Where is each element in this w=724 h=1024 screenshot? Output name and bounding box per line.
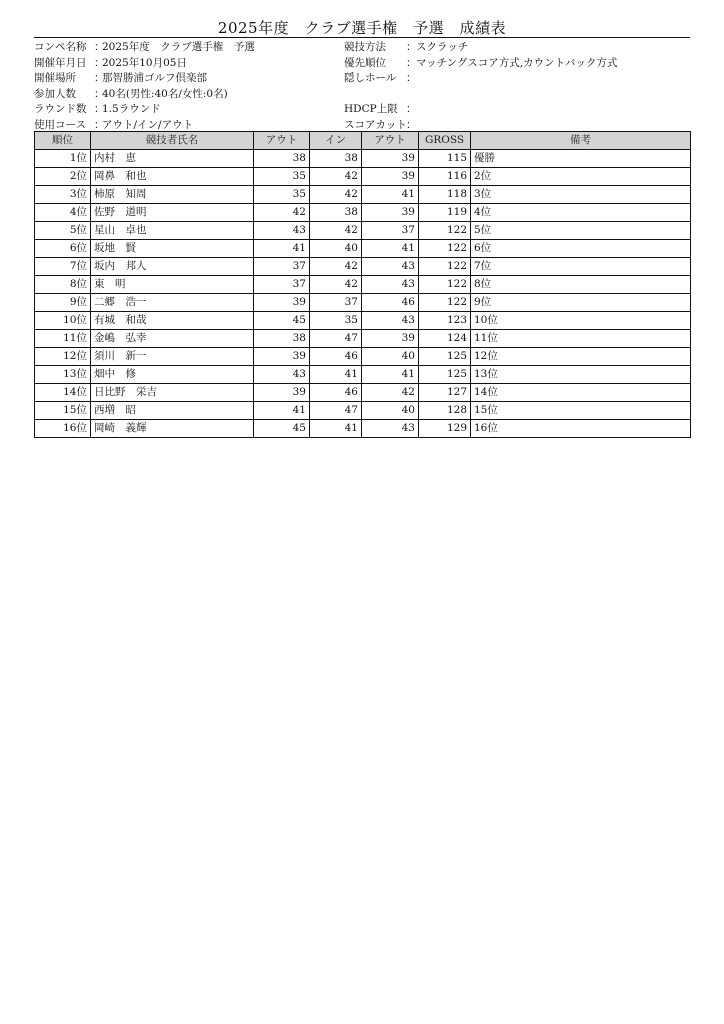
info-label: HDCP上限 (344, 103, 398, 115)
player-name-cell: 内村 恵 (91, 150, 254, 168)
info-separator: ： (94, 87, 105, 100)
in-score-cell: 42 (310, 258, 362, 276)
info-value: 2025年10月05日 (102, 56, 187, 69)
rank-cell: 4位 (35, 204, 91, 222)
out-2-score-cell: 37 (362, 222, 419, 240)
player-name-cell: 東 明 (91, 276, 254, 294)
info-row-hdcp-limit (344, 102, 690, 118)
info-separator: ： (94, 118, 105, 131)
info-left-column (34, 40, 344, 133)
info-label: スコアカット (344, 118, 407, 131)
rank-cell: 9位 (35, 294, 91, 312)
header-in: イン (310, 132, 362, 150)
out-2-score-cell: 39 (362, 204, 419, 222)
info-value: 那智勝浦ゴルフ倶楽部 (102, 72, 207, 84)
info-row-competition-name (34, 40, 344, 56)
gross-score-cell: 122 (419, 258, 471, 276)
gross-score-cell: 127 (419, 384, 471, 402)
gross-score-cell: 116 (419, 168, 471, 186)
info-separator: ： (406, 103, 417, 115)
gross-score-cell: 122 (419, 240, 471, 258)
in-score-cell: 40 (310, 240, 362, 258)
table-row (35, 420, 691, 438)
info-separator: ： (406, 56, 417, 69)
info-separator: ： (94, 103, 105, 115)
rank-cell: 2位 (35, 168, 91, 186)
out-2-score-cell: 41 (362, 240, 419, 258)
player-name-cell: 坂地 賢 (91, 240, 254, 258)
info-label: ラウンド数 (34, 103, 87, 115)
out-1-score-cell: 38 (254, 150, 310, 168)
table-row (35, 204, 691, 222)
remarks-cell: 4位 (471, 204, 691, 222)
in-score-cell: 41 (310, 420, 362, 438)
in-score-cell: 47 (310, 330, 362, 348)
out-1-score-cell: 41 (254, 402, 310, 420)
info-label: 参加人数 (34, 87, 76, 100)
table-header-row (35, 132, 691, 150)
out-1-score-cell: 39 (254, 294, 310, 312)
info-value: 40名(男性:40名/女性:0名) (102, 87, 228, 100)
in-score-cell: 42 (310, 168, 362, 186)
remarks-cell: 3位 (471, 186, 691, 204)
out-1-score-cell: 45 (254, 312, 310, 330)
player-name-cell: 有城 和哉 (91, 312, 254, 330)
remarks-cell: 5位 (471, 222, 691, 240)
table-row (35, 222, 691, 240)
info-separator: ： (406, 41, 417, 53)
info-value: 1.5ラウンド (102, 103, 161, 115)
info-value (416, 71, 690, 87)
competition-info (34, 40, 690, 131)
player-name-cell: 佐野 道明 (91, 204, 254, 222)
info-row-date (34, 56, 344, 72)
rank-cell: 3位 (35, 186, 91, 204)
info-value (416, 102, 690, 118)
gross-score-cell: 128 (419, 402, 471, 420)
rank-cell: 14位 (35, 384, 91, 402)
out-1-score-cell: 37 (254, 258, 310, 276)
title-underline (34, 37, 690, 38)
gross-score-cell: 122 (419, 294, 471, 312)
gross-score-cell: 122 (419, 222, 471, 240)
gross-score-cell: 122 (419, 276, 471, 294)
rank-cell: 6位 (35, 240, 91, 258)
table-row (35, 312, 691, 330)
player-name-cell: 畑中 修 (91, 366, 254, 384)
remarks-cell: 2位 (471, 168, 691, 186)
rank-cell: 10位 (35, 312, 91, 330)
info-row-blank (344, 87, 690, 103)
table-row (35, 276, 691, 294)
info-value: マッチングスコア方式,カウントバック方式 (416, 56, 618, 69)
info-row-method (344, 40, 690, 56)
out-1-score-cell: 45 (254, 420, 310, 438)
info-label: 隠しホール (344, 72, 397, 84)
remarks-cell: 優勝 (471, 150, 691, 168)
rank-cell: 1位 (35, 150, 91, 168)
out-1-score-cell: 35 (254, 186, 310, 204)
info-separator: ： (406, 118, 417, 131)
info-label: 優先順位 (344, 56, 386, 69)
player-name-cell: 西増 昭 (91, 402, 254, 420)
out-1-score-cell: 39 (254, 348, 310, 366)
info-separator: ： (94, 41, 105, 53)
remarks-cell: 8位 (471, 276, 691, 294)
info-label: 開催場所 (34, 72, 76, 84)
out-2-score-cell: 40 (362, 348, 419, 366)
player-name-cell: 岡崎 義輝 (91, 420, 254, 438)
in-score-cell: 42 (310, 222, 362, 240)
player-name-cell: 須川 新一 (91, 348, 254, 366)
info-label: 使用コース (34, 118, 86, 131)
info-row-participants (34, 87, 344, 103)
rank-cell: 16位 (35, 420, 91, 438)
out-2-score-cell: 41 (362, 186, 419, 204)
out-2-score-cell: 39 (362, 330, 419, 348)
info-row-venue (34, 71, 344, 87)
rank-cell: 12位 (35, 348, 91, 366)
results-table (34, 131, 691, 438)
remarks-cell: 16位 (471, 420, 691, 438)
out-2-score-cell: 40 (362, 402, 419, 420)
in-score-cell: 37 (310, 294, 362, 312)
in-score-cell: 47 (310, 402, 362, 420)
remarks-cell: 15位 (471, 402, 691, 420)
rank-cell: 15位 (35, 402, 91, 420)
out-2-score-cell: 43 (362, 312, 419, 330)
rank-cell: 7位 (35, 258, 91, 276)
out-1-score-cell: 37 (254, 276, 310, 294)
out-1-score-cell: 38 (254, 330, 310, 348)
player-name-cell: 坂内 邦人 (91, 258, 254, 276)
info-separator: ： (94, 72, 105, 84)
in-score-cell: 38 (310, 204, 362, 222)
table-row (35, 258, 691, 276)
out-2-score-cell: 43 (362, 258, 419, 276)
info-separator: ： (406, 72, 417, 84)
info-label: 競技方法 (344, 41, 386, 53)
out-1-score-cell: 35 (254, 168, 310, 186)
remarks-cell: 6位 (471, 240, 691, 258)
out-1-score-cell: 43 (254, 366, 310, 384)
gross-score-cell: 115 (419, 150, 471, 168)
table-row (35, 366, 691, 384)
table-row (35, 186, 691, 204)
player-name-cell: 金嶋 弘幸 (91, 330, 254, 348)
info-row-hidden-holes (344, 71, 690, 87)
player-name-cell: 柿原 知周 (91, 186, 254, 204)
info-value: アウト/イン/アウト (102, 118, 194, 131)
header-remarks: 備考 (471, 132, 691, 150)
out-1-score-cell: 41 (254, 240, 310, 258)
gross-score-cell: 123 (419, 312, 471, 330)
table-row (35, 168, 691, 186)
table-row (35, 402, 691, 420)
rank-cell: 5位 (35, 222, 91, 240)
remarks-cell: 9位 (471, 294, 691, 312)
rank-cell: 11位 (35, 330, 91, 348)
info-row-priority (344, 56, 690, 72)
out-2-score-cell: 39 (362, 150, 419, 168)
in-score-cell: 42 (310, 276, 362, 294)
header-out-1: アウト (254, 132, 310, 150)
header-player-name: 競技者氏名 (91, 132, 254, 150)
in-score-cell: 46 (310, 348, 362, 366)
info-label: 開催年月日 (34, 56, 87, 69)
in-score-cell: 42 (310, 186, 362, 204)
table-row (35, 294, 691, 312)
header-out-2: アウト (362, 132, 419, 150)
table-row (35, 348, 691, 366)
out-2-score-cell: 46 (362, 294, 419, 312)
rank-cell: 13位 (35, 366, 91, 384)
out-2-score-cell: 43 (362, 420, 419, 438)
gross-score-cell: 129 (419, 420, 471, 438)
in-score-cell: 41 (310, 366, 362, 384)
header-gross: GROSS (419, 132, 471, 150)
table-row (35, 330, 691, 348)
gross-score-cell: 125 (419, 348, 471, 366)
table-row (35, 150, 691, 168)
out-1-score-cell: 43 (254, 222, 310, 240)
remarks-cell: 13位 (471, 366, 691, 384)
player-name-cell: 岡鼻 和也 (91, 168, 254, 186)
player-name-cell: 日比野 栄吉 (91, 384, 254, 402)
player-name-cell: 二郷 浩一 (91, 294, 254, 312)
info-row-rounds (34, 102, 344, 118)
gross-score-cell: 125 (419, 366, 471, 384)
info-value: スクラッチ (416, 41, 469, 53)
in-score-cell: 38 (310, 150, 362, 168)
info-label: コンペ名称 (34, 41, 87, 53)
remarks-cell: 7位 (471, 258, 691, 276)
info-separator: ： (94, 56, 105, 69)
in-score-cell: 35 (310, 312, 362, 330)
out-2-score-cell: 43 (362, 276, 419, 294)
page-title: 2025年度 クラブ選手権 予選 成績表 (217, 19, 507, 37)
info-right-column (344, 40, 690, 133)
gross-score-cell: 124 (419, 330, 471, 348)
rank-cell: 8位 (35, 276, 91, 294)
out-1-score-cell: 42 (254, 204, 310, 222)
remarks-cell: 10位 (471, 312, 691, 330)
out-2-score-cell: 41 (362, 366, 419, 384)
player-name-cell: 星山 卓也 (91, 222, 254, 240)
header-rank: 順位 (35, 132, 91, 150)
in-score-cell: 46 (310, 384, 362, 402)
out-1-score-cell: 39 (254, 384, 310, 402)
results-body (35, 150, 691, 438)
info-value: 2025年度 クラブ選手権 予選 (102, 41, 255, 53)
gross-score-cell: 119 (419, 204, 471, 222)
remarks-cell: 14位 (471, 384, 691, 402)
out-2-score-cell: 39 (362, 168, 419, 186)
table-row (35, 384, 691, 402)
out-2-score-cell: 42 (362, 384, 419, 402)
table-row (35, 240, 691, 258)
gross-score-cell: 118 (419, 186, 471, 204)
remarks-cell: 12位 (471, 348, 691, 366)
remarks-cell: 11位 (471, 330, 691, 348)
